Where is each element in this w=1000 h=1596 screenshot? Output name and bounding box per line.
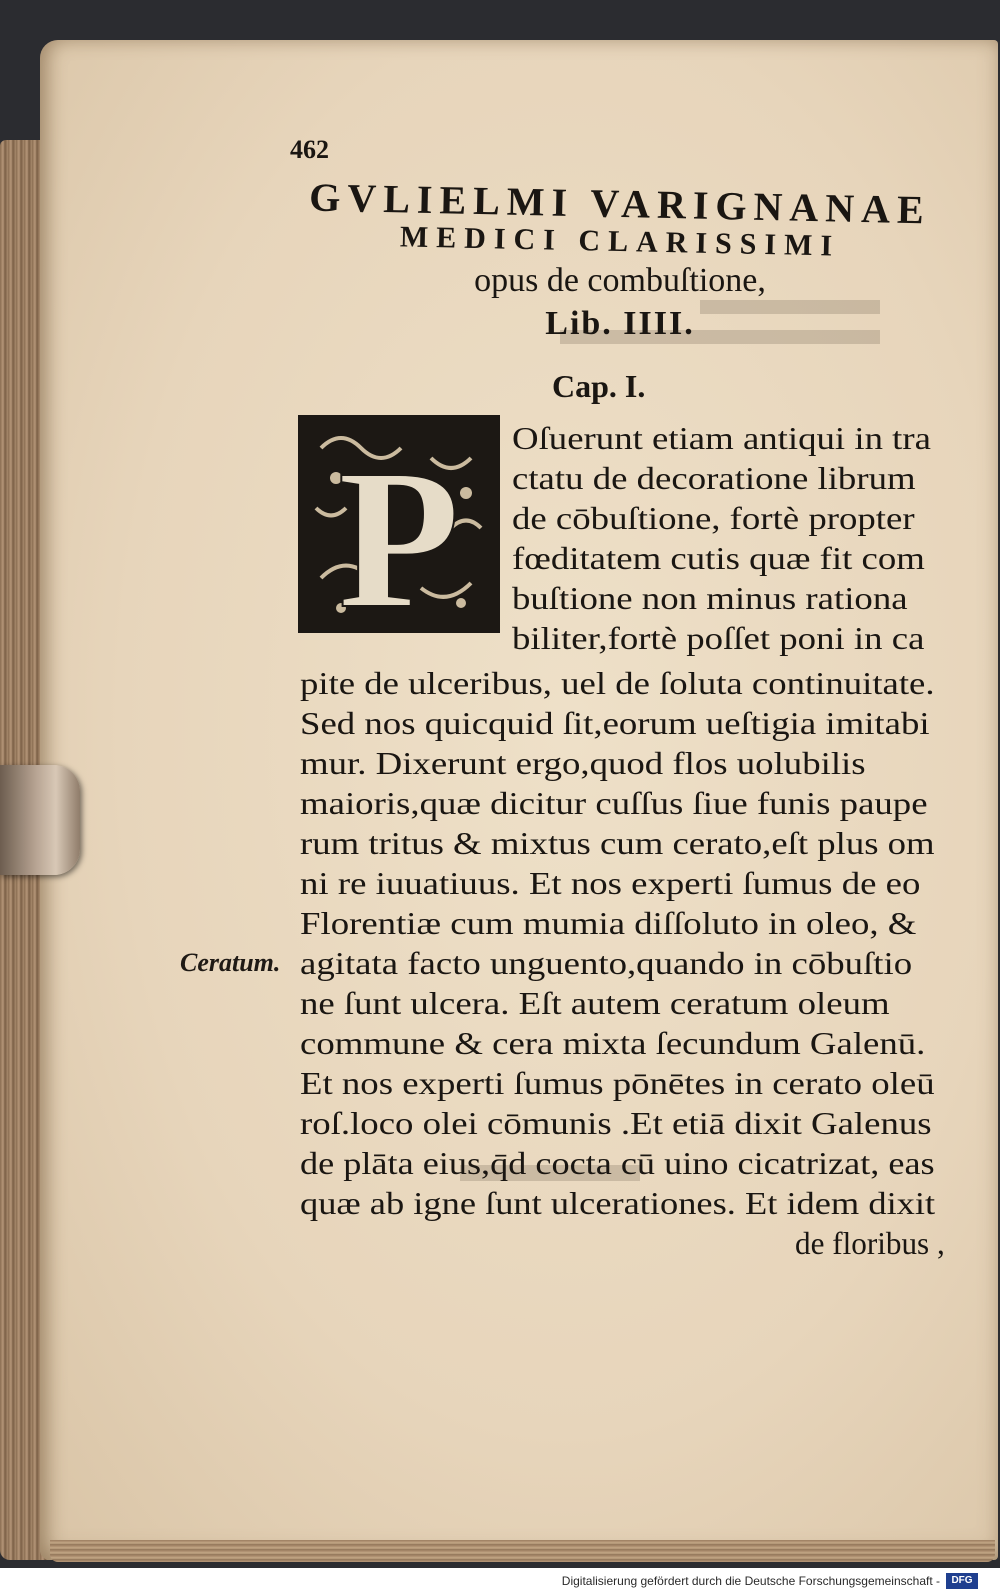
text-line: biliter,fortè poſſet poni in ca [512, 620, 925, 656]
header-work: opus de combuſtione, [474, 262, 766, 299]
book-clamp [0, 765, 80, 875]
dfg-logo: DFG [946, 1573, 978, 1589]
text-line: de cōbuſtione, fortè propter [512, 500, 915, 536]
text-line: Et nos experti ſumus pōnētes in cerato oleū [300, 1065, 935, 1101]
text-line: maioris,quæ dicitur cuſſus ſiue funis paupe [300, 785, 928, 821]
text-line: Florentiæ cum mumia diſſoluto in oleo, & [300, 905, 917, 941]
drop-cap-letter: P [337, 429, 461, 630]
header-author: GVLIELMI VARIGNANAE [308, 174, 932, 233]
text-line: buſtione non minus rationa [512, 580, 908, 616]
chapter-heading: Cap. I. [552, 368, 646, 404]
text-line: ne ſunt ulcera. Eſt autem ceratum oleum [300, 985, 890, 1021]
book-bottom-edge [50, 1540, 995, 1562]
text-line: ctatu de decoratione librum [512, 460, 916, 496]
text-line: quæ ab igne ſunt ulcerationes. Et idem dixit [300, 1185, 936, 1221]
text-line: rum tritus & mixtus cum cerato,eſt plus om [300, 825, 935, 861]
text-line: commune & cera mixta ſecundum Galenū. [300, 1025, 926, 1061]
text-line: Sed nos quicquid ſit,eorum ueſtigia imitabi [300, 705, 930, 741]
footer-credit: Digitalisierung gefördert durch die Deutsche Forschungsgemeinschaft - [561, 1574, 940, 1588]
text-line: ni re iuuatiuus. Et nos experti ſumus de eo [300, 865, 921, 901]
text-line: fœditatem cutis quæ fit com [512, 540, 925, 576]
text-line: de floribus , [795, 1225, 945, 1261]
text-line: mur. Dixerunt ergo,quod flos uolubilis [300, 745, 866, 781]
text-line: agitata facto unguento,quando in cōbuſtio [300, 945, 913, 981]
footer-bar [0, 1568, 1000, 1596]
text-line: Oſuerunt etiam antiqui in tra [512, 420, 931, 456]
header-book: Lib. IIII. [545, 305, 695, 342]
text-line: de plāta eius,q̄d cocta cū uino cicatrizat, eas [300, 1145, 935, 1181]
margin-note: Ceratum. [180, 948, 281, 977]
text-line: roſ.loco olei cōmunis .Et etiā dixit Galenus [300, 1105, 932, 1141]
decorated-initial [298, 415, 500, 633]
header-title: MEDICI CLARISSIMI [399, 220, 841, 263]
decorated-initial-graphic [301, 418, 497, 630]
page-number: 462 [290, 135, 329, 164]
text-line: pite de ulceribus, uel de ſoluta continuitate. [300, 665, 935, 701]
